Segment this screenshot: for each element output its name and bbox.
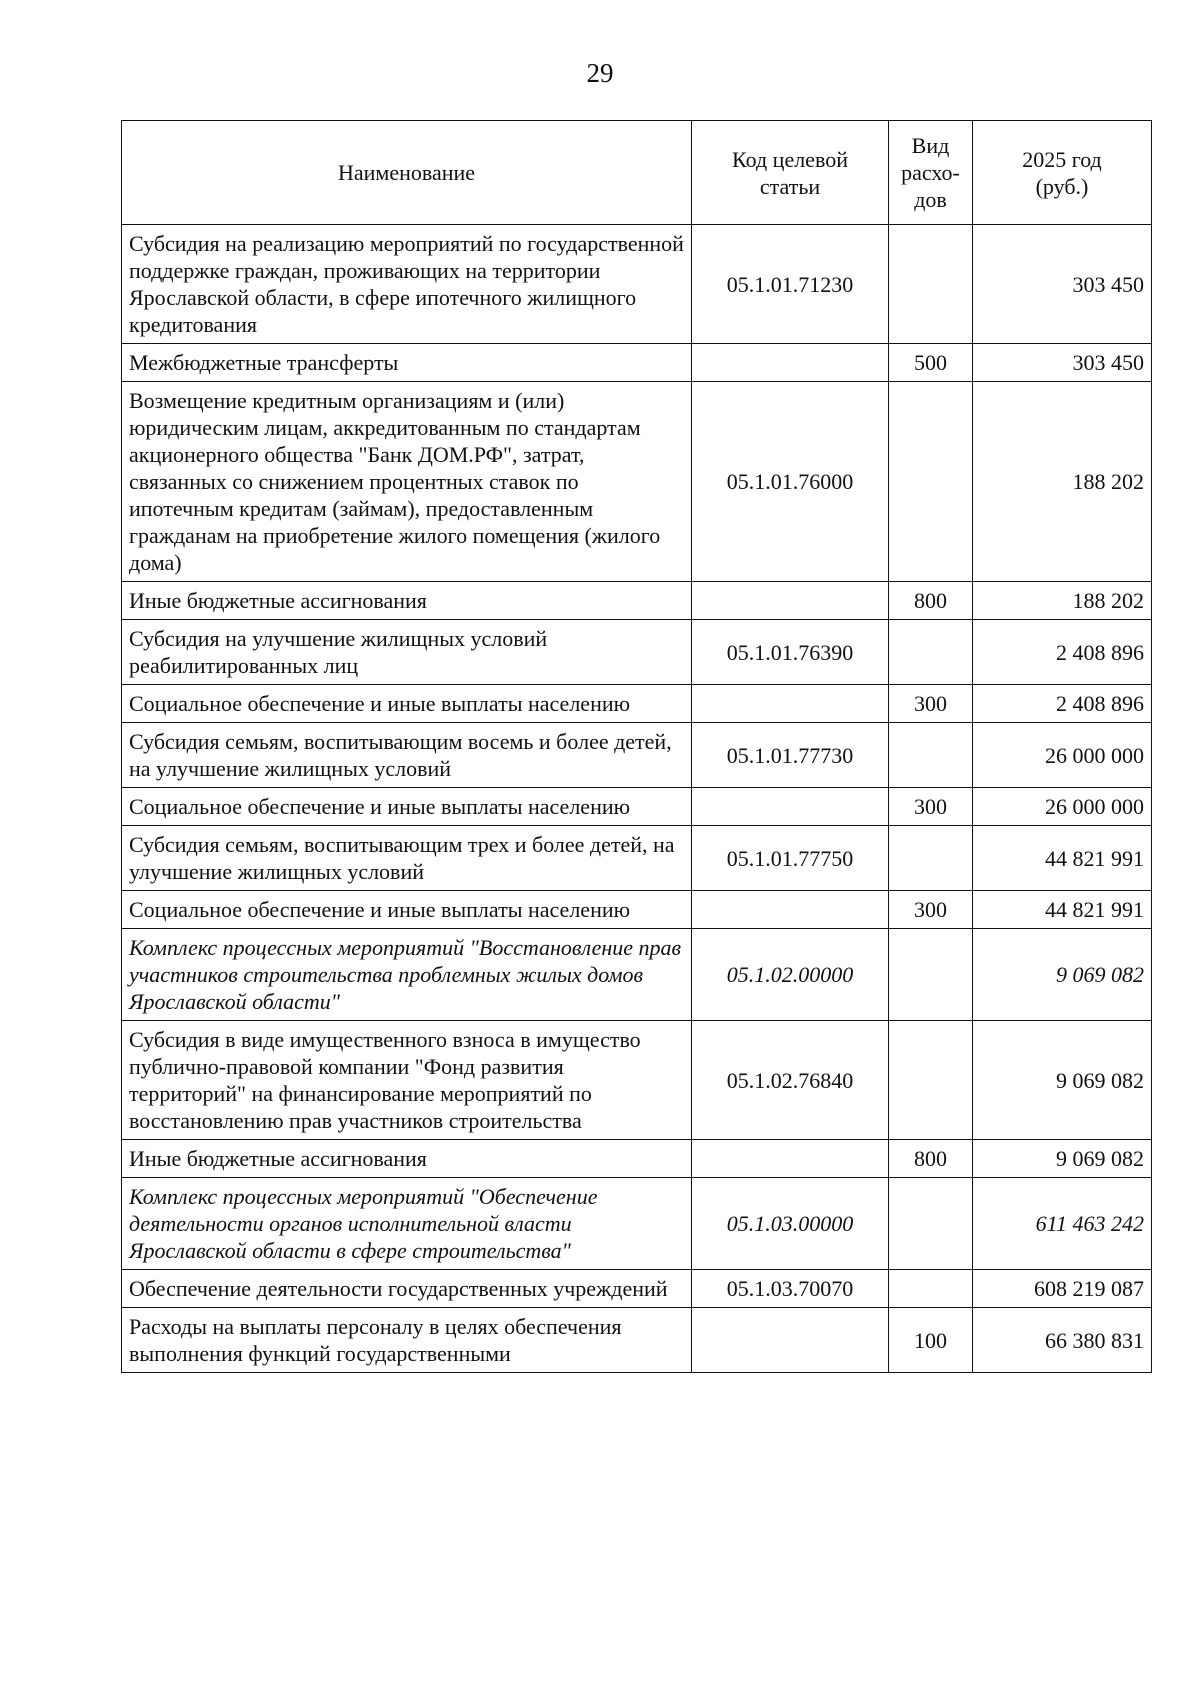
- cell-amount: 9 069 082: [973, 929, 1152, 1021]
- header-name: Наименование: [122, 121, 692, 225]
- cell-type: [889, 382, 973, 582]
- cell-type: [889, 929, 973, 1021]
- cell-type: 800: [889, 582, 973, 620]
- table-row: [122, 788, 1152, 826]
- cell-name: Субсидия семьям, воспитывающим восемь и более детей, на улучшение жилищных условий: [122, 723, 692, 788]
- cell-type: [889, 826, 973, 891]
- cell-amount: 9 069 082: [973, 1021, 1152, 1140]
- table-row: [122, 723, 1152, 788]
- header-code: Код целевой статьи: [692, 121, 889, 225]
- cell-name: Иные бюджетные ассигнования: [122, 1140, 692, 1178]
- cell-name: Комплекс процессных мероприятий "Восстановление прав участников строительства проблемных жилых домов Ярославской области": [122, 929, 692, 1021]
- table-row: [122, 1021, 1152, 1140]
- cell-type: 300: [889, 788, 973, 826]
- cell-code: 05.1.01.77750: [692, 826, 889, 891]
- cell-code: 05.1.03.70070: [692, 1270, 889, 1308]
- table-row: [122, 1308, 1152, 1373]
- table-row: [122, 891, 1152, 929]
- cell-name: Обеспечение деятельности государственных учреждений: [122, 1270, 692, 1308]
- cell-type: [889, 1021, 973, 1140]
- table-row: [122, 344, 1152, 382]
- header-type: Вид расхо-дов: [889, 121, 973, 225]
- cell-name: Расходы на выплаты персоналу в целях обеспечения выполнения функций государственными: [122, 1308, 692, 1373]
- table-row: [122, 582, 1152, 620]
- cell-code: [692, 1308, 889, 1373]
- cell-name: Межбюджетные трансферты: [122, 344, 692, 382]
- cell-type: 300: [889, 685, 973, 723]
- cell-name: Социальное обеспечение и иные выплаты населению: [122, 685, 692, 723]
- cell-name: Иные бюджетные ассигнования: [122, 582, 692, 620]
- cell-name: Субсидия на реализацию мероприятий по государственной поддержке граждан, проживающих на территории Ярославской области, в сфере ипотечного жилищного кредитования: [122, 225, 692, 344]
- cell-amount: 66 380 831: [973, 1308, 1152, 1373]
- cell-type: [889, 1178, 973, 1270]
- cell-amount: 2 408 896: [973, 685, 1152, 723]
- cell-code: 05.1.03.00000: [692, 1178, 889, 1270]
- table-row: [122, 1140, 1152, 1178]
- cell-code: [692, 891, 889, 929]
- cell-type: 300: [889, 891, 973, 929]
- cell-name: Субсидия на улучшение жилищных условий реабилитированных лиц: [122, 620, 692, 685]
- cell-amount: 188 202: [973, 582, 1152, 620]
- cell-amount: 188 202: [973, 382, 1152, 582]
- cell-code: [692, 582, 889, 620]
- cell-type: [889, 1270, 973, 1308]
- cell-code: [692, 344, 889, 382]
- table-row: [122, 1270, 1152, 1308]
- cell-type: [889, 225, 973, 344]
- cell-amount: 9 069 082: [973, 1140, 1152, 1178]
- cell-amount: 608 219 087: [973, 1270, 1152, 1308]
- cell-code: [692, 788, 889, 826]
- cell-type: 500: [889, 344, 973, 382]
- cell-name: Комплекс процессных мероприятий "Обеспечение деятельности органов исполнительной власти Ярославской области в сфере строительства": [122, 1178, 692, 1270]
- cell-amount: 26 000 000: [973, 723, 1152, 788]
- cell-name: Возмещение кредитным организациям и (или) юридическим лицам, аккредитованным по стандартам акционерного общества "Банк ДОМ.РФ", затрат, связанных со снижением процентных ставок по ипотечным кредитам (займам), предоставленным гражданам на приобретение жилого помещения (жилого дома): [122, 382, 692, 582]
- cell-name: Субсидия семьям, воспитывающим трех и более детей, на улучшение жилищных условий: [122, 826, 692, 891]
- cell-code: [692, 685, 889, 723]
- cell-name: Социальное обеспечение и иные выплаты населению: [122, 788, 692, 826]
- cell-code: 05.1.02.76840: [692, 1021, 889, 1140]
- table-header-row: [122, 121, 1152, 225]
- table-row: [122, 620, 1152, 685]
- cell-amount: 26 000 000: [973, 788, 1152, 826]
- table-row: [122, 382, 1152, 582]
- cell-code: 05.1.01.76390: [692, 620, 889, 685]
- cell-code: 05.1.02.00000: [692, 929, 889, 1021]
- cell-code: 05.1.01.71230: [692, 225, 889, 344]
- cell-amount: 303 450: [973, 225, 1152, 344]
- cell-type: 800: [889, 1140, 973, 1178]
- cell-code: 05.1.01.76000: [692, 382, 889, 582]
- table-row: [122, 826, 1152, 891]
- cell-type: [889, 723, 973, 788]
- cell-amount: 611 463 242: [973, 1178, 1152, 1270]
- cell-amount: 44 821 991: [973, 826, 1152, 891]
- header-amount: 2025 год (руб.): [973, 121, 1152, 225]
- cell-code: 05.1.01.77730: [692, 723, 889, 788]
- cell-name: Социальное обеспечение и иные выплаты населению: [122, 891, 692, 929]
- table-row: [122, 929, 1152, 1021]
- cell-amount: 44 821 991: [973, 891, 1152, 929]
- table-row: [122, 1178, 1152, 1270]
- table-row: [122, 225, 1152, 344]
- cell-code: [692, 1140, 889, 1178]
- cell-type: 100: [889, 1308, 973, 1373]
- budget-table: [121, 120, 1152, 1373]
- cell-amount: 303 450: [973, 344, 1152, 382]
- cell-amount: 2 408 896: [973, 620, 1152, 685]
- table-row: [122, 685, 1152, 723]
- table-body: [122, 225, 1152, 1373]
- page-number: 29: [586, 58, 614, 88]
- cell-name: Субсидия в виде имущественного взноса в имущество публично-правовой компании "Фонд развития территорий" на финансирование мероприятий по восстановлению прав участников строительства: [122, 1021, 692, 1140]
- cell-type: [889, 620, 973, 685]
